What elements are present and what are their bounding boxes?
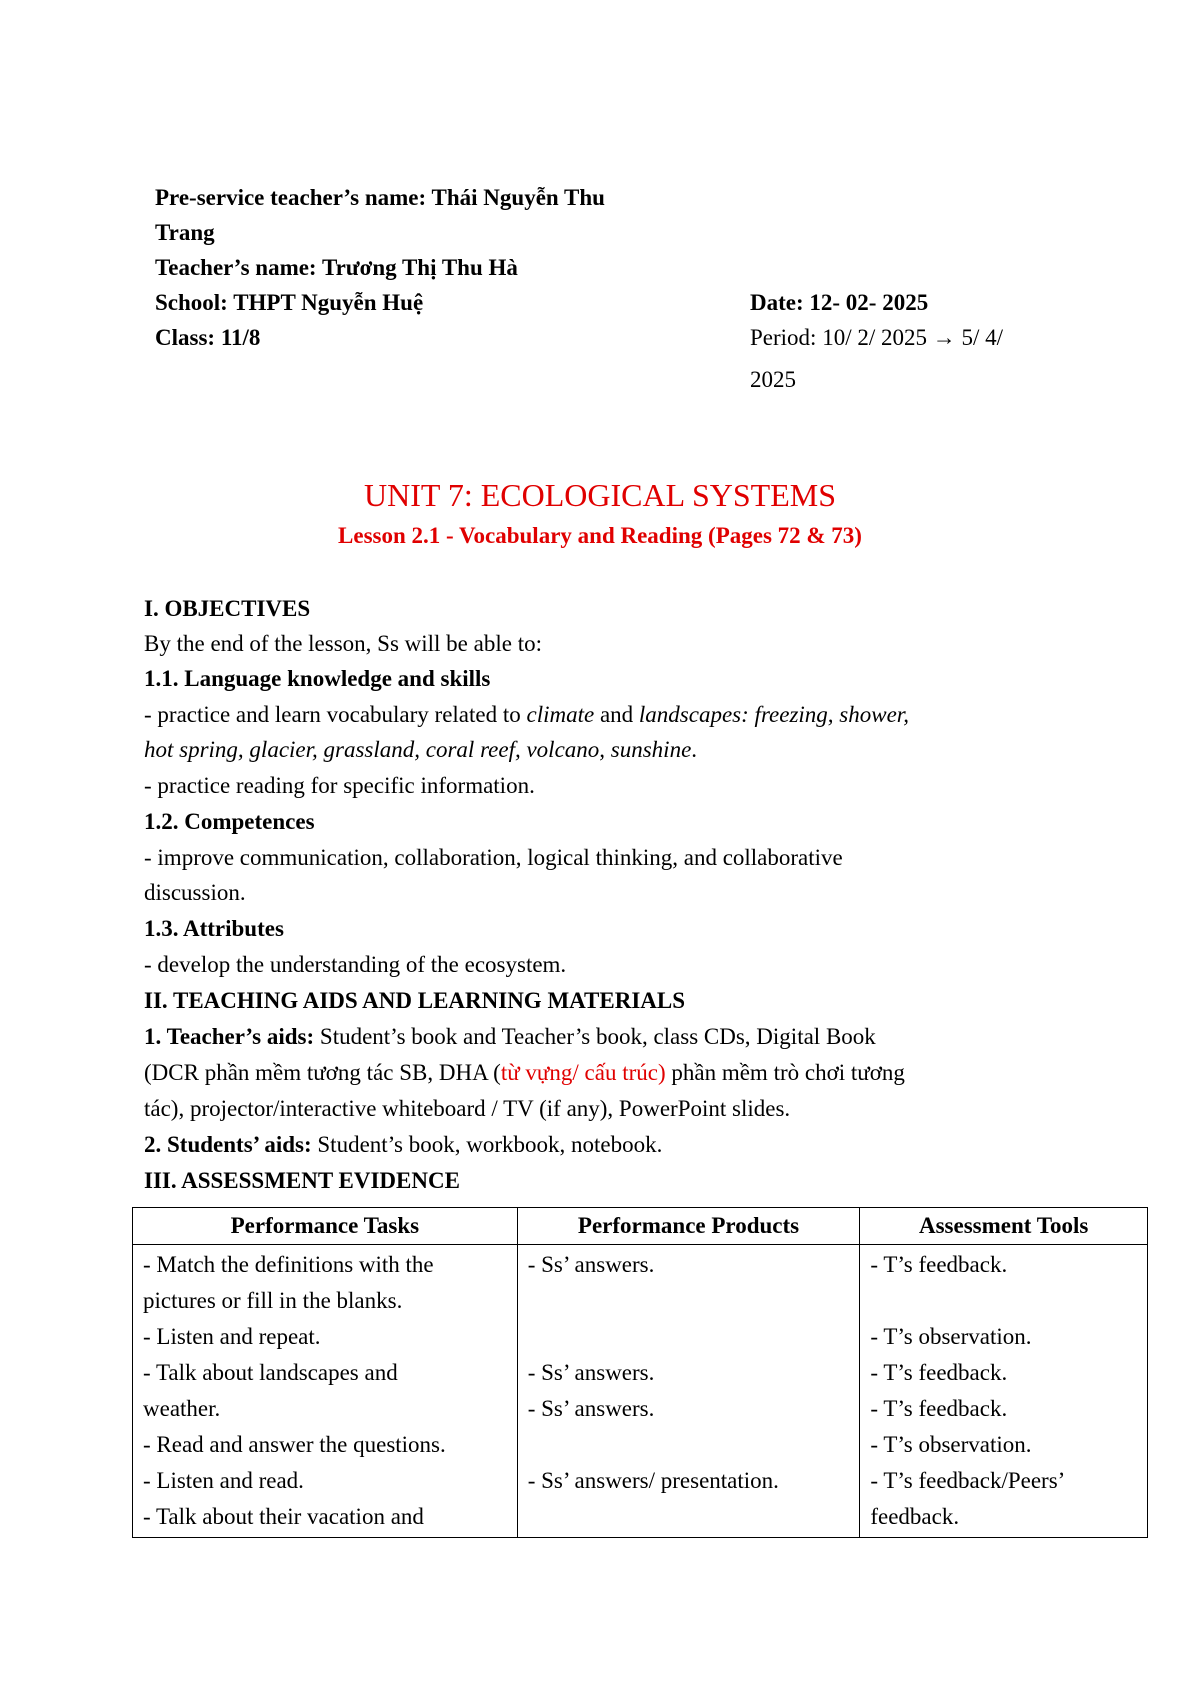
task-line: - Talk about landscapes and (143, 1360, 398, 1385)
product-line (528, 1283, 850, 1319)
product-line (528, 1427, 850, 1463)
teacher-name: Trương Thị Thu Hà (321, 255, 518, 280)
teacher-aids-highlight: từ vựng/ cấu trúc) (500, 1060, 666, 1085)
task-line: weather. (143, 1396, 221, 1421)
vocab-period: . (691, 737, 698, 762)
tool-line: - T’s feedback. (870, 1360, 1008, 1385)
tool-line: - T’s feedback. (870, 1396, 1008, 1421)
date-label: Date: (750, 290, 804, 315)
school-name: THPT Nguyễn Huệ (233, 290, 424, 315)
tasks-cell (133, 1245, 518, 1538)
teacher-aids-text: Student’s book and Teacher’s book, class CDs, Digital Book (314, 1024, 876, 1049)
preservice-label: Pre-service teacher’s name: (155, 185, 427, 210)
competences-line-1: - improve communication, collaboration, logical thinking, and collaborative (144, 845, 843, 870)
product-line: - Ss’ answers/ presentation. (527, 1468, 779, 1493)
vocab-landscapes: landscapes (638, 702, 742, 727)
preservice-teacher-line (155, 180, 605, 215)
objectives-heading: I. OBJECTIVES (144, 596, 311, 621)
teacher-aids-text-3: phần mềm trò chơi tương (665, 1060, 905, 1085)
product-line (528, 1499, 850, 1535)
teacher-aids-line-2 (144, 1056, 905, 1090)
tool-line: feedback. (870, 1504, 960, 1529)
competences-line-2: discussion. (144, 880, 246, 905)
lesson-title: Lesson 2.1 - Vocabulary and Reading (Pages 72 & 73) (338, 523, 862, 548)
language-knowledge-heading: 1.1. Language knowledge and skills (144, 666, 491, 691)
task-line: - Listen and repeat. (143, 1324, 321, 1349)
vocab-text: - practice and learn vocabulary related to (144, 702, 527, 727)
preservice-name-cont: Trang (155, 220, 215, 245)
task-line: - Listen and read. (143, 1468, 304, 1493)
tool-line: - T’s feedback. (870, 1252, 1008, 1277)
task-line: - Talk about their vacation and (143, 1504, 424, 1529)
tool-line (870, 1283, 1137, 1319)
products-cell (517, 1245, 860, 1538)
assessment-heading: III. ASSESSMENT EVIDENCE (144, 1168, 460, 1193)
vocab-words-line (144, 733, 697, 767)
teacher-line (155, 250, 518, 285)
teacher-label: Teacher’s name: (155, 255, 317, 280)
objectives-intro: By the end of the lesson, Ss will be able to: (144, 631, 542, 656)
col-assessment-tools: Assessment Tools (860, 1208, 1148, 1245)
students-aids-label: 2. Students’ aids: (144, 1132, 312, 1157)
col-performance-products: Performance Products (517, 1208, 860, 1245)
product-line: - Ss’ answers. (527, 1360, 655, 1385)
period-line: Period: 10/ 2/ 2025 → 5/ 4/ (750, 325, 1003, 350)
class-value: 11/8 (220, 325, 261, 350)
assessment-table (132, 1207, 1148, 1538)
unit-title: UNIT 7: ECOLOGICAL SYSTEMS (363, 477, 836, 513)
class-label: Class: (155, 325, 216, 350)
teacher-aids-label: 1. Teacher’s aids: (144, 1024, 315, 1049)
period-year: 2025 (750, 367, 796, 392)
school-line (155, 285, 423, 320)
product-line: - Ss’ answers. (527, 1396, 655, 1421)
teacher-aids-line-3: tác), projector/interactive whiteboard / TV (if any), PowerPoint slides. (144, 1096, 791, 1121)
students-aids-text: Student’s book, workbook, notebook. (311, 1132, 663, 1157)
product-line: - Ss’ answers. (527, 1252, 655, 1277)
students-aids-line (144, 1128, 662, 1162)
attributes-line: - develop the understanding of the ecosystem. (144, 952, 567, 977)
vocab-word-list: hot spring, glacier, grassland, coral reef, volcano, sunshine (144, 737, 692, 762)
competences-heading: 1.2. Competences (144, 809, 315, 834)
date-line (750, 285, 928, 320)
tool-line: - T’s observation. (870, 1324, 1032, 1349)
teaching-aids-heading: II. TEACHING AIDS AND LEARNING MATERIALS (144, 988, 686, 1013)
date-value: 12- 02- 2025 (809, 290, 929, 315)
tools-cell (860, 1245, 1148, 1538)
reading-objective: - practice reading for specific information. (144, 773, 535, 798)
preservice-name: Thái Nguyễn Thu (431, 185, 605, 210)
task-line: pictures or fill in the blanks. (143, 1288, 403, 1313)
school-label: School: (155, 290, 228, 315)
vocab-climate: climate (526, 702, 595, 727)
teacher-aids-line-1 (144, 1020, 876, 1054)
attributes-heading: 1.3. Attributes (144, 916, 284, 941)
teacher-aids-text-2: (DCR phần mềm tương tác SB, DHA ( (144, 1060, 501, 1085)
tool-line: - T’s feedback/Peers’ (870, 1468, 1066, 1493)
assessment-header-row (133, 1208, 1148, 1245)
col-performance-tasks: Performance Tasks (133, 1208, 518, 1245)
class-line (155, 320, 260, 355)
vocab-and: and (594, 702, 639, 727)
assessment-row (133, 1245, 1148, 1538)
task-line: - Read and answer the questions. (143, 1432, 446, 1457)
tool-line: - T’s observation. (870, 1432, 1032, 1457)
vocab-words: : freezing, shower, (741, 702, 909, 727)
task-line: - Match the definitions with the (143, 1252, 434, 1277)
vocab-objective-line (144, 698, 909, 732)
product-line (528, 1319, 850, 1355)
